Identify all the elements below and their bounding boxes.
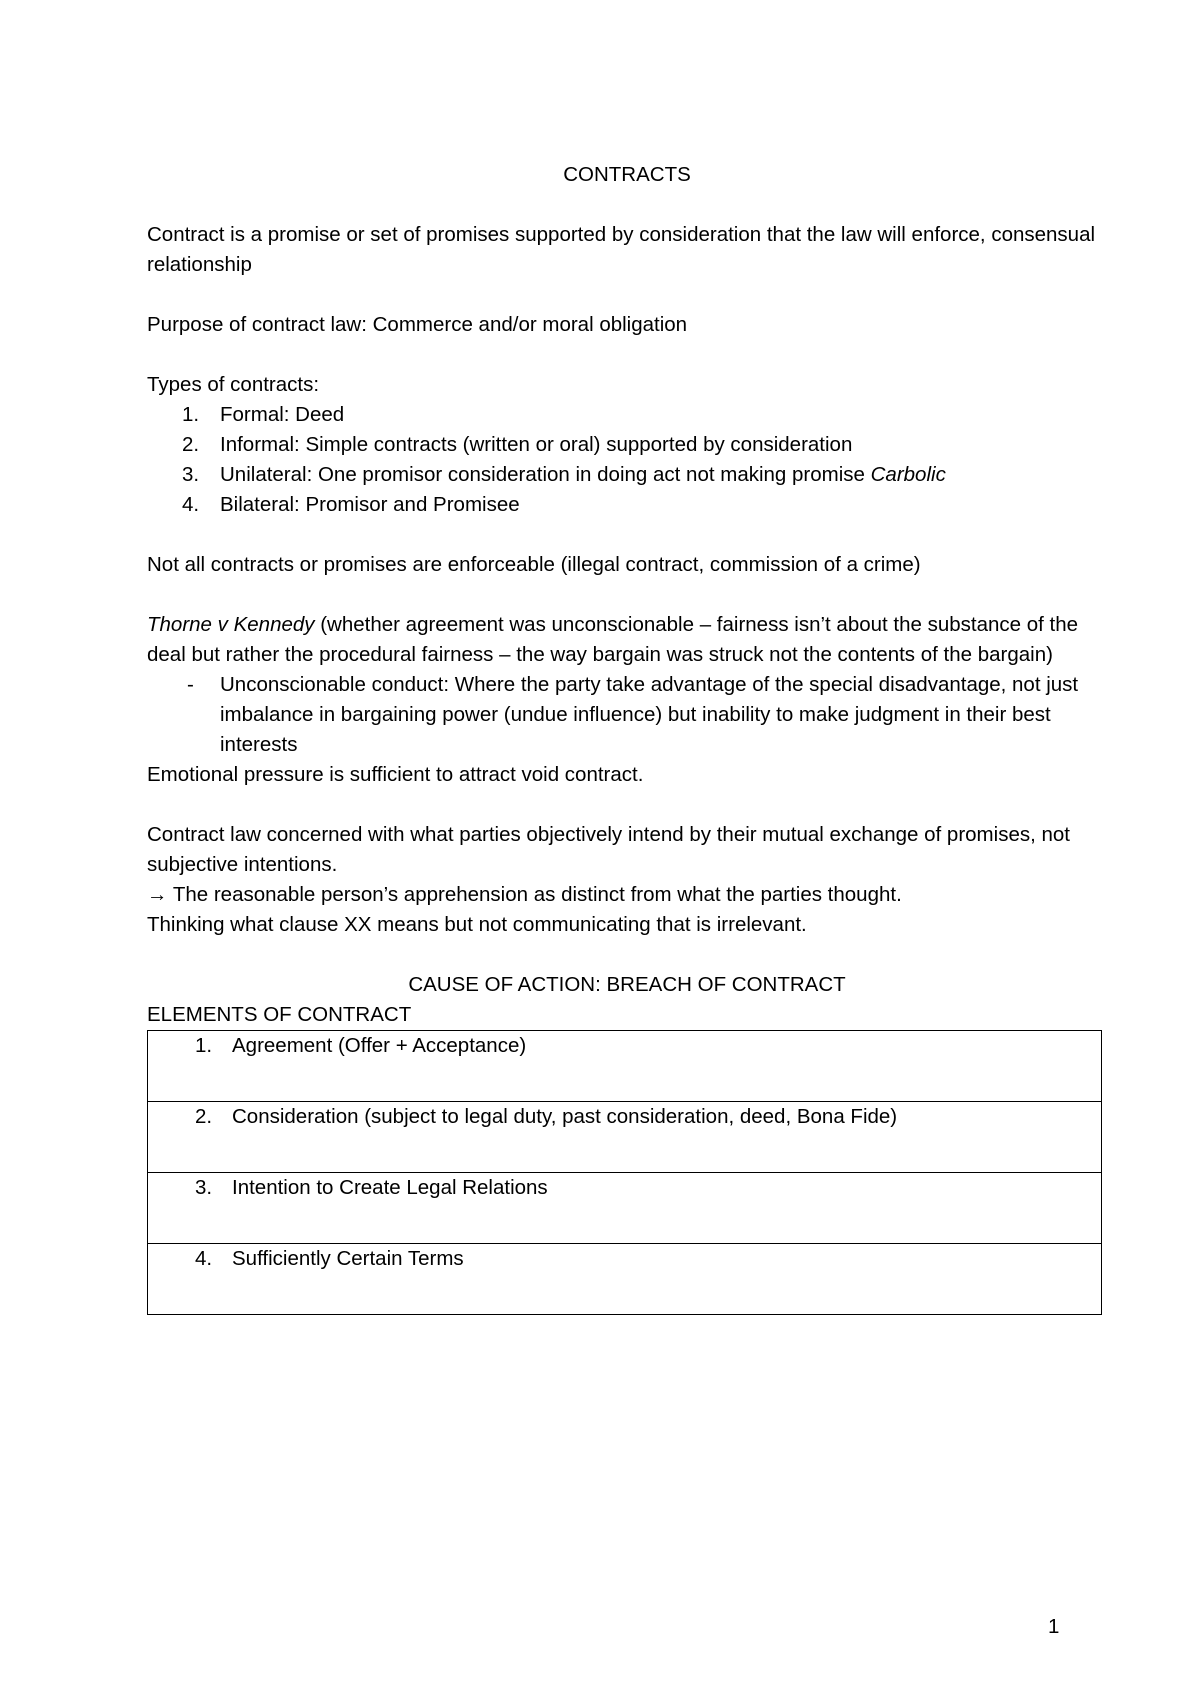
list-number: 3.	[195, 1176, 213, 1199]
types-list	[147, 400, 1107, 520]
table-row	[148, 1173, 1102, 1244]
list-item-text: Bilateral: Promisor and Promisee	[220, 493, 520, 516]
thorne-text: (whether agreement was unconscionable – fairness isn’t about the substance of the deal but rather the procedural fairness – the way bargain was struck not the contents of the bargain)	[147, 613, 1079, 666]
list-number: 4.	[195, 1247, 213, 1270]
table-row	[148, 1244, 1102, 1315]
table-cell	[148, 1173, 1102, 1244]
spacer	[147, 280, 1107, 310]
element-text: Sufficiently Certain Terms	[232, 1247, 464, 1270]
types-heading: Types of contracts:	[147, 373, 320, 396]
dash-bullet: -	[187, 673, 194, 696]
element-text: Agreement (Offer + Acceptance)	[232, 1034, 527, 1057]
element-text: Consideration (subject to legal duty, past consideration, deed, Bona Fide)	[232, 1105, 898, 1128]
thinking-line: Thinking what clause XX means but not communicating that is irrelevant.	[147, 913, 807, 936]
list-number: 2.	[195, 1105, 213, 1128]
spacer	[147, 520, 1107, 550]
emotional-pressure-paragraph: Emotional pressure is sufficient to attract void contract.	[147, 763, 644, 786]
list-number: 1.	[182, 403, 200, 426]
list-item	[147, 460, 1107, 490]
page-title: CONTRACTS	[563, 163, 691, 186]
list-number: 4.	[182, 493, 200, 516]
elements-heading: ELEMENTS OF CONTRACT	[147, 1003, 412, 1026]
element-text: Intention to Create Legal Relations	[232, 1176, 548, 1199]
purpose-paragraph: Purpose of contract law: Commerce and/or moral obligation	[147, 313, 688, 336]
case-name: Thorne v Kennedy	[147, 613, 315, 636]
reasonable-person-line: → The reasonable person’s apprehension as distinct from what the parties thought.	[147, 883, 902, 906]
spacer	[147, 580, 1107, 610]
list-item-text: Unilateral: One promisor consideration in doing act not making promise	[220, 463, 871, 486]
case-name: Carbolic	[870, 463, 946, 486]
table-cell	[148, 1244, 1102, 1315]
spacer	[147, 190, 1107, 220]
list-item	[147, 670, 1107, 760]
table-cell	[148, 1031, 1102, 1102]
spacer	[147, 340, 1107, 370]
table-row	[148, 1031, 1102, 1102]
page-number: 1	[1048, 1615, 1060, 1638]
dash-list	[147, 670, 1107, 760]
list-item	[147, 400, 1107, 430]
elements-table	[147, 1030, 1102, 1315]
list-item	[147, 430, 1107, 460]
list-item	[147, 490, 1107, 520]
objective-paragraph: Contract law concerned with what parties objectively intend by their mutual exchange of promises, not subjective intentions.	[147, 823, 1070, 876]
enforceability-paragraph: Not all contracts or promises are enforceable (illegal contract, commission of a crime)	[147, 553, 921, 576]
list-item-text: Formal: Deed	[220, 403, 345, 426]
list-item-text: Informal: Simple contracts (written or oral) supported by consideration	[220, 433, 853, 456]
list-number: 1.	[195, 1034, 213, 1057]
table-cell	[148, 1102, 1102, 1173]
cause-heading: CAUSE OF ACTION: BREACH OF CONTRACT	[408, 973, 846, 996]
table-row	[148, 1102, 1102, 1173]
list-item-text: Unconscionable conduct: Where the party take advantage of the special disadvantage, not just imbalance in bargaining power (undue influence) but inability to make judgment in their best interests	[220, 673, 1079, 756]
spacer	[147, 940, 1107, 970]
contract-definition: Contract is a promise or set of promises supported by consideration that the law will enforce, consensual relationship	[147, 223, 1096, 276]
list-number: 2.	[182, 433, 200, 456]
document-page	[147, 160, 1107, 1315]
list-number: 3.	[182, 463, 200, 486]
spacer	[147, 790, 1107, 820]
thorne-paragraph	[147, 610, 1107, 670]
